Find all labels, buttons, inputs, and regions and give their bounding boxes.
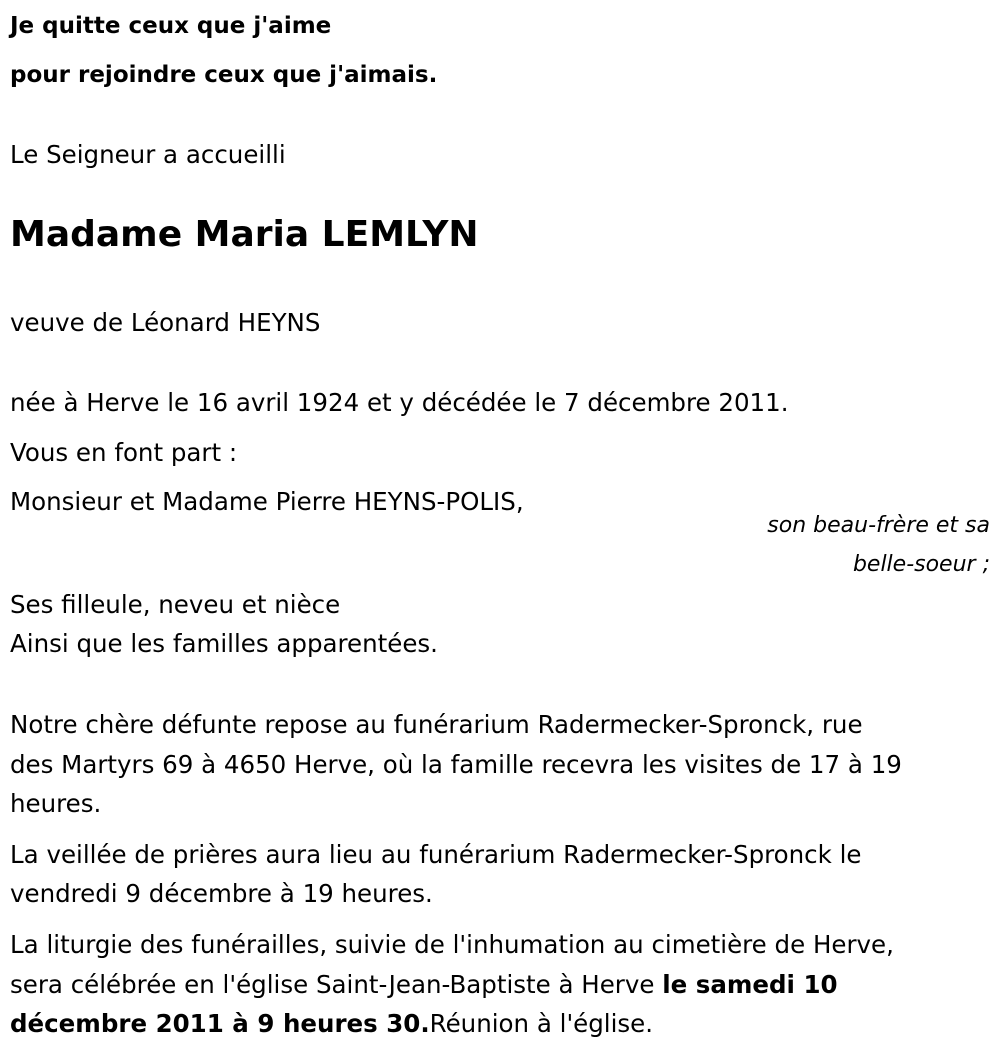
- widow-of: veuve de Léonard HEYNS: [10, 308, 321, 337]
- visitation-line-3: heures.: [10, 789, 102, 818]
- godchildren-text: Ses filleule, neveu et nièce: [10, 590, 341, 619]
- announcement-text: Vous en font part :: [10, 438, 238, 467]
- funeral-line-1: La liturgie des funérailles, suivie de l'inhumation au cimetière de Herve,: [10, 930, 894, 959]
- family-relation-line-2: belle-soeur ;: [852, 552, 990, 577]
- funeral-line-2: [10, 965, 838, 1005]
- epigraph-line-2: pour rejoindre ceux que j'aimais.: [10, 62, 438, 88]
- epigraph-line-1: Je quitte ceux que j'aime: [10, 13, 332, 39]
- intro-text: Le Seigneur a accueilli: [10, 140, 286, 169]
- birth-death-dates: née à Herve le 16 avril 1924 et y décédée le 7 décembre 2011.: [10, 388, 789, 417]
- visitation-line-1: Notre chère défunte repose au funérarium Radermecker-Spronck, rue: [10, 710, 863, 739]
- funeral-line-3: [10, 1004, 653, 1044]
- funeral-date-bold-1: le samedi 10: [662, 970, 838, 999]
- family-relation-line-1: son beau-frère et sa: [767, 513, 990, 538]
- funeral-date-bold-2: décembre 2011 à 9 heures 30.: [10, 1009, 430, 1038]
- relatives-text: Ainsi que les familles apparentées.: [10, 629, 438, 658]
- visitation-line-2: des Martyrs 69 à 4650 Herve, où la famille recevra les visites de 17 à 19: [10, 750, 902, 779]
- vigil-line-2: vendredi 9 décembre à 19 heures.: [10, 879, 433, 908]
- funeral-line-3-plain: Réunion à l'église.: [429, 1009, 654, 1038]
- vigil-line-1: La veillée de prières aura lieu au funérarium Radermecker-Spronck le: [10, 840, 862, 869]
- family-person: Monsieur et Madame Pierre HEYNS-POLIS,: [10, 487, 524, 516]
- funeral-line-2-plain: sera célébrée en l'église Saint-Jean-Baptiste à Herve: [10, 970, 663, 999]
- deceased-name: Madame Maria LEMLYN: [10, 214, 479, 255]
